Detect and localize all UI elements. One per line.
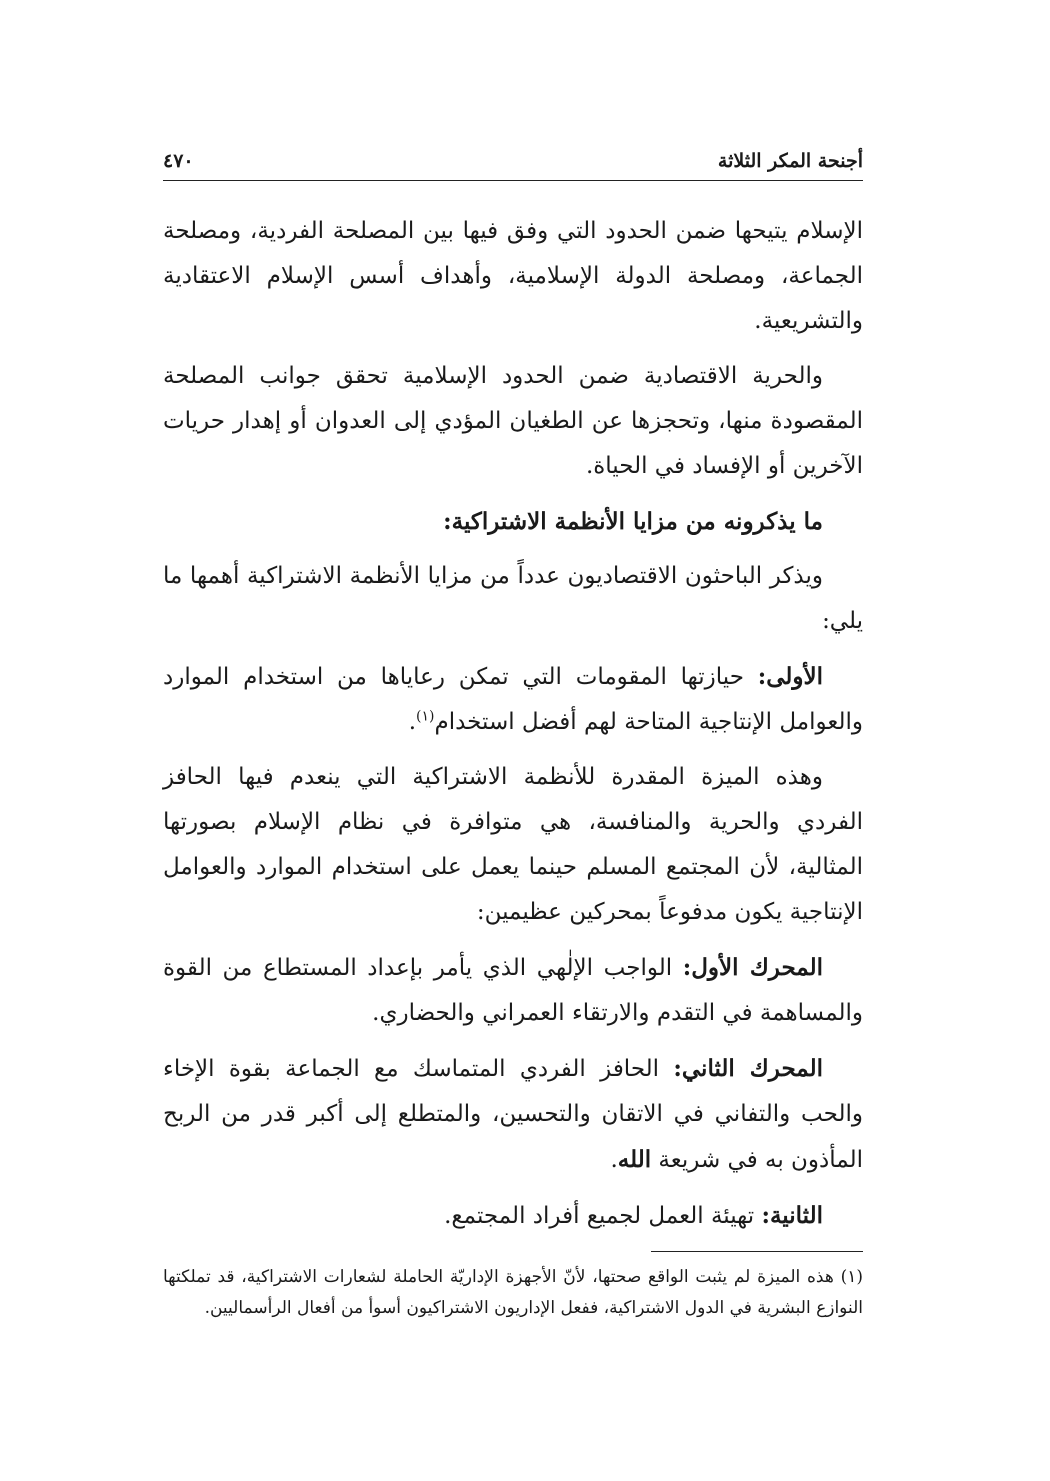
running-title: أجنحة المكر الثلاثة	[717, 150, 863, 172]
point-text: حيازتها المقومات التي تمكن رعاياها من استخدام الموارد والعوامل الإنتاجية المتاحة لهم أفضل استخدام	[163, 664, 863, 735]
point-second	[163, 1193, 863, 1239]
motor-first	[163, 945, 863, 1036]
running-header	[163, 150, 863, 181]
motor-end: .	[610, 1147, 618, 1173]
motor-second	[163, 1046, 863, 1183]
point-label: الأولى:	[757, 663, 824, 690]
paragraph: ويذكر الباحثون الاقتصاديون عدداً من مزايا الأنظمة الاشتراكية أهمها ما يلي:	[163, 563, 863, 634]
book-page	[163, 150, 863, 1324]
point-text: تهيئة العمل لجميع أفراد المجتمع.	[444, 1203, 755, 1229]
page-number: ٤٧٠	[163, 150, 194, 172]
point-first	[163, 654, 863, 745]
point-label: الثانية:	[761, 1202, 823, 1229]
body-text	[163, 209, 863, 1239]
paragraph: والحرية الاقتصادية ضمن الحدود الإسلامية تحقق جوانب المصلحة المقصودة منها، وتحجزها عن الطغيان المؤدي إلى العدوان أو إهدار حريات الآخرين أو الإفساد في الحياة.	[163, 363, 863, 479]
point-end: .	[408, 709, 416, 735]
motor-text: الحافز الفردي المتماسك مع الجماعة بقوة الإخاء والحب والتفاني في الاتقان والتحسين، والمتطلع إلى أكبر قدر من الربح المأذون به في شريعة	[163, 1056, 863, 1173]
section-heading: ما يذكرونه من مزايا الأنظمة الاشتراكية:	[443, 508, 823, 535]
motor-text: الواجب الإلٰهي الذي يأمر بإعداد المستطاع من القوة والمساهمة في التقدم والارتقاء العمراني والحضاري.	[163, 955, 863, 1026]
footnotes	[163, 1262, 863, 1324]
paragraph: الإسلام يتيحها ضمن الحدود التي وفق فيها بين المصلحة الفردية، ومصلحة الجماعة، ومصلحة الدولة الإسلامية، وأهداف أسس الإسلام الاعتقادية والتشريعية.	[163, 218, 863, 334]
motor-label: المحرك الثاني:	[673, 1055, 823, 1082]
footnote: (١) هذه الميزة لم يثبت الواقع صحتها، لأنّ الأجهزة الإداريّة الحاملة لشعارات الاشتراكية، قد تملكتها النوازع البشرية في الدول الاشتراكية، ففعل الإداريون الاشتراكيون أسوأ من أفعال الرأسماليين.	[163, 1267, 863, 1318]
footnote-ref[interactable]: (١)	[416, 708, 435, 725]
divine-name: الله	[617, 1146, 652, 1173]
paragraph: وهذه الميزة المقدرة للأنظمة الاشتراكية التي ينعدم فيها الحافز الفردي والحرية والمنافسة، هي متوافرة في نظام الإسلام بصورتها المثالية، لأن المجتمع المسلم حينما يعمل على استخدام الموارد والعوامل الإنتاجية يكون مدفوعاً بمحركين عظيمين:	[163, 764, 863, 925]
footnote-divider	[651, 1251, 863, 1252]
motor-label: المحرك الأول:	[682, 954, 824, 981]
